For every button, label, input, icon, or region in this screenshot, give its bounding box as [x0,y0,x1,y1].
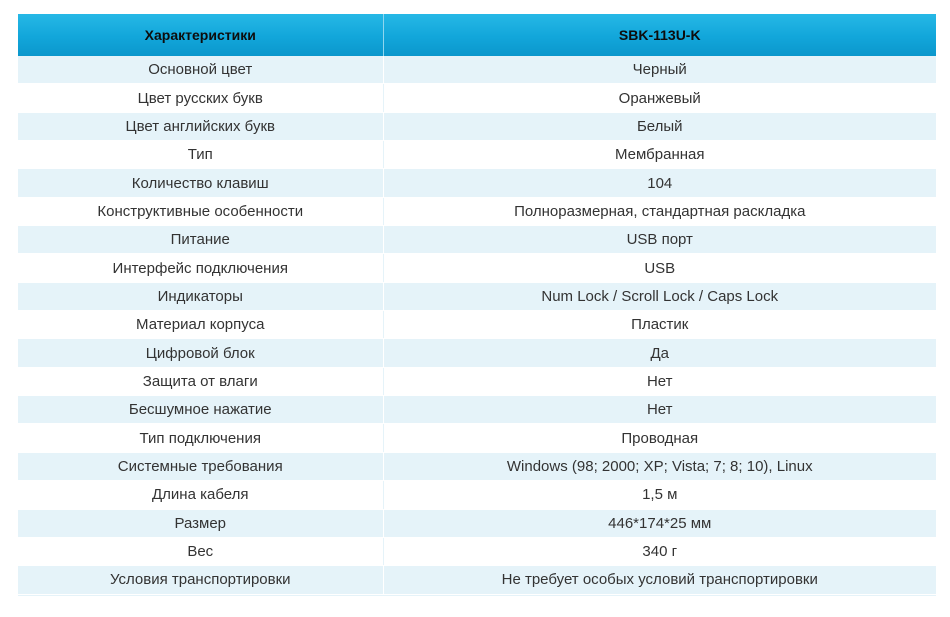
spec-value: Черный [383,56,936,84]
table-row [18,141,936,169]
spec-name: Защита от влаги [18,367,383,395]
spec-value: USB порт [383,226,936,254]
spec-value: Нет [383,396,936,424]
spec-name: Материал корпуса [18,311,383,339]
spec-name: Индикаторы [18,282,383,310]
spec-value: Белый [383,112,936,140]
spec-value: 340 г [383,537,936,565]
table-row [18,56,936,84]
spec-name: Цифровой блок [18,339,383,367]
spec-value: Мембранная [383,141,936,169]
table-row [18,339,936,367]
table-row [18,282,936,310]
table-row [18,396,936,424]
table-row [18,311,936,339]
spec-value: Нет [383,367,936,395]
table-row [18,481,936,509]
spec-value: 104 [383,169,936,197]
table-row [18,509,936,537]
header-characteristics: Характеристики [18,14,383,56]
table-row [18,226,936,254]
spec-value: Num Lock / Scroll Lock / Caps Lock [383,282,936,310]
specs-table [18,14,936,595]
spec-name: Тип [18,141,383,169]
spec-name: Длина кабеля [18,481,383,509]
spec-name: Конструктивные особенности [18,197,383,225]
spec-name: Количество клавиш [18,169,383,197]
spec-name: Размер [18,509,383,537]
spec-name: Основной цвет [18,56,383,84]
spec-value: Полноразмерная, стандартная раскладка [383,197,936,225]
spec-name: Условия транспортировки [18,566,383,594]
spec-name: Тип подключения [18,424,383,452]
spec-name: Интерфейс подключения [18,254,383,282]
spec-name: Питание [18,226,383,254]
spec-name: Системные требования [18,452,383,480]
spec-value: 446*174*25 мм [383,509,936,537]
spec-value: Windows (98; 2000; XP; Vista; 7; 8; 10), Linux [383,452,936,480]
table-row [18,424,936,452]
spec-value: Проводная [383,424,936,452]
specs-table-container [18,14,936,596]
table-row [18,197,936,225]
table-row [18,566,936,594]
spec-value: Не требует особых условий транспортировки [383,566,936,594]
table-body [18,56,936,594]
table-row [18,84,936,112]
spec-name: Бесшумное нажатие [18,396,383,424]
table-row [18,452,936,480]
table-row [18,169,936,197]
table-row [18,537,936,565]
spec-value: 1,5 м [383,481,936,509]
spec-name: Цвет русских букв [18,84,383,112]
table-row [18,112,936,140]
header-model: SBK-113U-K [383,14,936,56]
spec-value: Пластик [383,311,936,339]
table-bottom-border [18,595,936,596]
spec-value: USB [383,254,936,282]
spec-name: Вес [18,537,383,565]
spec-value: Да [383,339,936,367]
header-row [18,14,936,56]
table-row [18,254,936,282]
table-row [18,367,936,395]
table-header [18,14,936,56]
spec-value: Оранжевый [383,84,936,112]
spec-name: Цвет английских букв [18,112,383,140]
